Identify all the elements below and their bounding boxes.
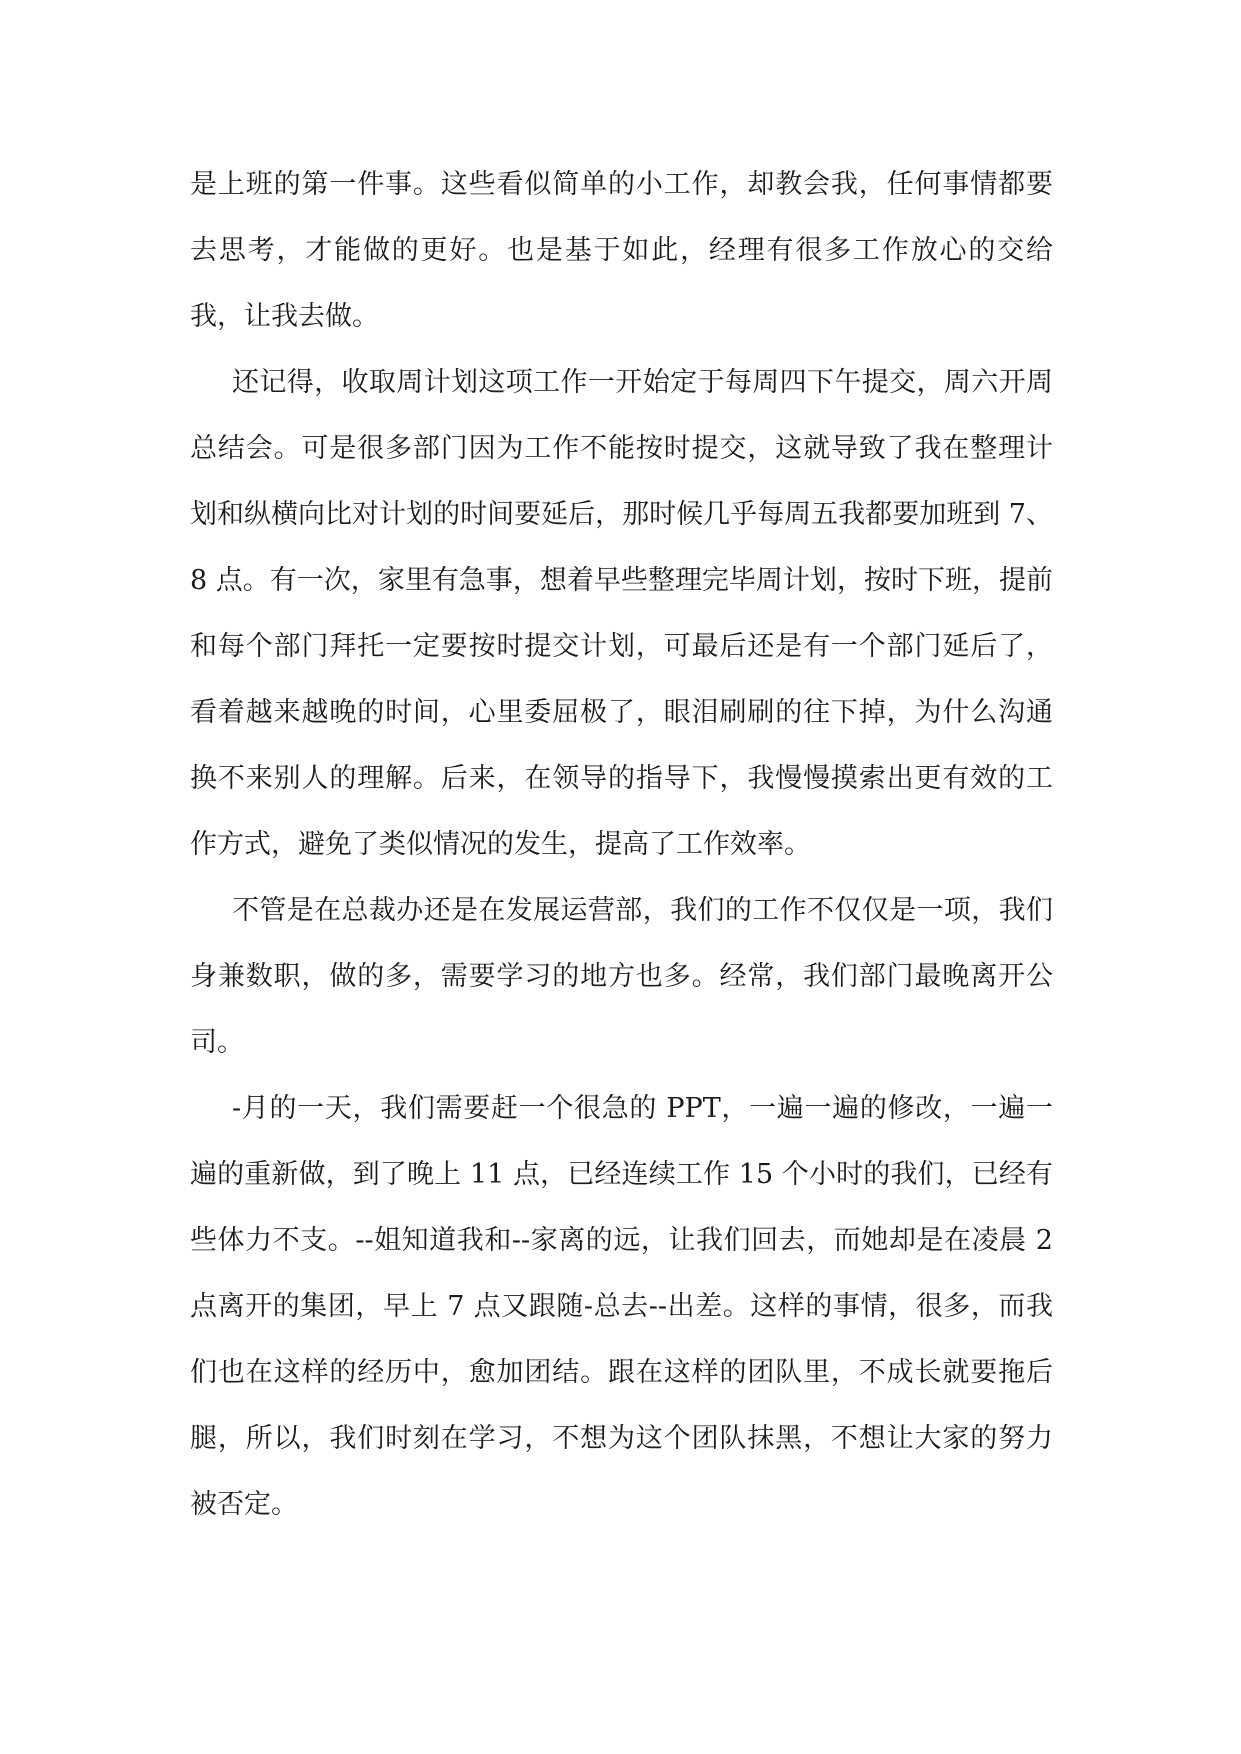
paragraph-3: 不管是在总裁办还是在发展运营部，我们的工作不仅仅是一项，我们身兼数职，做的多，需要学习的地方也多。经常，我们部门最晚离开公司。 bbox=[190, 895, 1053, 1058]
paragraph-4: -月的一天，我们需要赶一个很急的 PPT，一遍一遍的修改，一遍一遍的重新做，到了晚上 11 点，已经连续工作 15 个小时的我们，已经有些体力不支。--姐知道我和--家离的远，让我们回去，而她却是在凌晨 2 点离开的集团，早上 7 点又跟随-总去--出差。这样的事情，很多，而我们也在这样的经历中，愈加团结。跟在这样的团队里，不成长就要拖后腿，所以，我们时刻在学习，不想为这个团队抹黑，不想让大家的努力被否定。 bbox=[190, 1093, 1062, 1520]
paragraph-1: 是上班的第一件事。这些看似简单的小工作，却教会我，任何事情都要去思考，才能做的更好。也是基于如此，经理有很多工作放心的交给我，让我去做。 bbox=[190, 169, 1053, 332]
document-body bbox=[190, 152, 1062, 1538]
paragraph-2: 还记得，收取周计划这项工作一开始定于每周四下午提交，周六开周总结会。可是很多部门因为工作不能按时提交，这就导致了我在整理计划和纵横向比对计划的时间要延后，那时候几乎每周五我都要加班到 7、8 点。有一次，家里有急事，想着早些整理完毕周计划，按时下班，提前和每个部门拜托一定要按时提交计划，可最后还是有一个部门延后了，看着越来越晚的时间，心里委屈极了，眼泪刷刷的往下掉，为什么沟通换不来别人的理解。后来，在领导的指导下，我慢慢摸索出更有效的工作方式，避免了类似情况的发生，提高了工作效率。 bbox=[190, 367, 1053, 860]
